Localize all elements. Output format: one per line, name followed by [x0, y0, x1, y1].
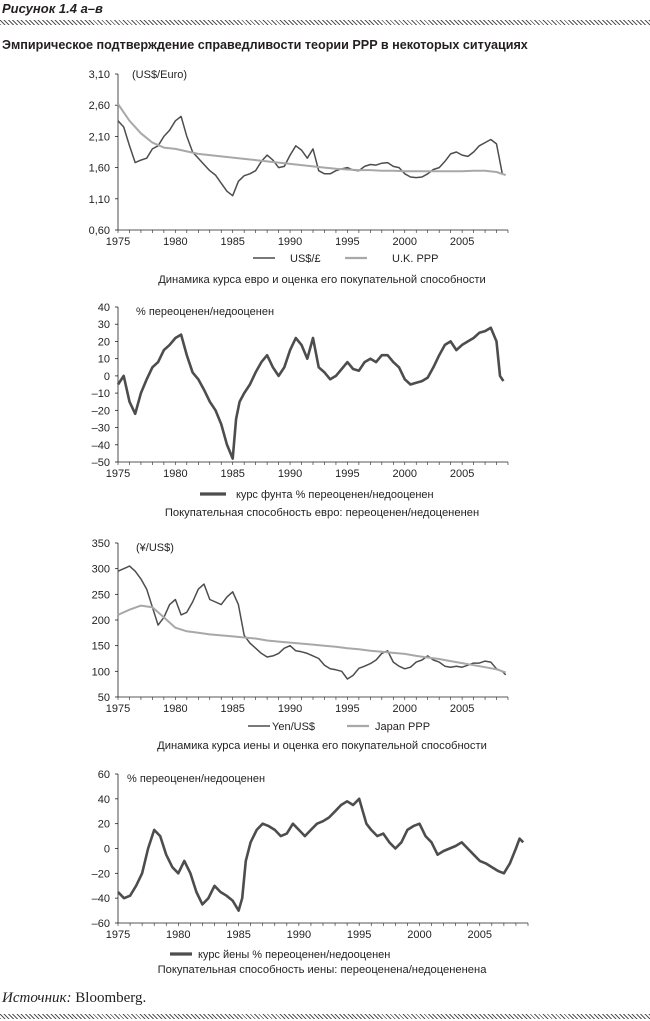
- x-tick-label: 1985: [226, 929, 251, 941]
- x-tick-label: 1990: [277, 236, 303, 248]
- y-tick-label: 250: [91, 589, 110, 602]
- series-line-1: [118, 328, 503, 459]
- y-tick-label: –30: [91, 422, 110, 435]
- x-tick-label: 1980: [163, 236, 188, 248]
- series-line-2: [118, 104, 506, 175]
- y-tick-label: 0: [103, 370, 110, 383]
- x-tick-label: 2000: [392, 236, 418, 248]
- x-tick-label: 2005: [449, 468, 475, 480]
- legend-label-1: курс йены % переоценен/недооценен: [198, 949, 391, 961]
- y-tick-label: –20: [91, 405, 110, 418]
- series-line-2: [118, 606, 506, 673]
- chart-1: [89, 69, 508, 286]
- y-tick-label: –20: [91, 868, 110, 881]
- source-label: Источник:: [2, 990, 72, 1006]
- y-tick-label: 2,10: [88, 131, 110, 144]
- chart-4: [92, 769, 528, 976]
- y-tick-label: 2,60: [88, 100, 110, 113]
- y-tick-label: 0,60: [88, 225, 110, 237]
- y-tick-label: 60: [97, 769, 110, 781]
- chart-caption: Динамика курса иены и оценка его покупательной способности: [157, 740, 487, 752]
- x-tick-label: 1985: [220, 703, 245, 715]
- y-tick-label: –10: [91, 388, 110, 401]
- x-tick-label: 1995: [346, 929, 372, 941]
- source-value: Bloomberg.: [75, 990, 147, 1006]
- x-tick-label: 1995: [335, 703, 360, 715]
- y-tick-label: 40: [97, 302, 110, 314]
- x-tick-label: 2000: [392, 468, 418, 480]
- y-tick-label: –50: [91, 457, 110, 469]
- x-tick-label: 2005: [449, 703, 475, 715]
- y-tick-label: 350: [91, 538, 110, 550]
- x-tick-label: 1990: [277, 468, 303, 480]
- y-tick-label: 20: [97, 818, 110, 831]
- chart-2: [92, 302, 508, 519]
- x-tick-label: 2005: [467, 929, 493, 941]
- unit-label: (US$/Euro): [132, 69, 188, 81]
- x-tick-label: 1975: [105, 468, 131, 480]
- unit-label: % переоценен/недооценен: [136, 306, 275, 318]
- y-tick-label: 200: [91, 615, 110, 627]
- x-tick-label: 2000: [407, 929, 432, 941]
- y-tick-label: 1,10: [88, 193, 110, 206]
- x-tick-label: 1985: [220, 468, 245, 480]
- chart-3: [92, 538, 508, 752]
- x-tick-label: 1990: [277, 703, 303, 715]
- series-line-1: [118, 799, 523, 911]
- x-tick-label: 1985: [220, 236, 245, 248]
- x-tick-label: 2005: [449, 236, 475, 248]
- y-tick-label: 30: [97, 319, 110, 332]
- x-tick-label: 1980: [163, 468, 188, 480]
- legend-label-2: U.K. PPP: [392, 253, 439, 265]
- legend-label-2: Japan PPP: [375, 721, 431, 733]
- y-tick-label: 50: [97, 692, 110, 704]
- x-tick-label: 1990: [286, 929, 312, 941]
- unit-label: (¥/US$): [136, 542, 174, 554]
- y-tick-label: 3,10: [88, 69, 110, 81]
- legend-label-1: курс фунта % переоценен/недооценен: [236, 489, 434, 501]
- figure-title: Эмпирическое подтверждение справедливости теории PPP в некоторых ситуациях: [2, 38, 528, 52]
- x-tick-label: 1980: [166, 929, 191, 941]
- chart-caption: Динамика курса евро и оценка его покупательной способности: [158, 274, 486, 286]
- y-tick-label: 40: [97, 793, 110, 806]
- x-tick-label: 1995: [335, 236, 360, 248]
- x-tick-label: 2000: [392, 703, 418, 715]
- y-tick-label: 10: [97, 353, 110, 366]
- series-line-1: [118, 566, 506, 679]
- figure-label: Рисунок 1.4 а–в: [2, 1, 103, 16]
- x-tick-label: 1995: [335, 468, 360, 480]
- chart-caption: Покупательная способность иены: переоценена/недоцененена: [157, 964, 487, 976]
- y-tick-label: –40: [91, 439, 110, 452]
- x-tick-label: 1980: [163, 703, 188, 715]
- unit-label: % переоценен/недооценен: [127, 773, 266, 785]
- x-tick-label: 1975: [105, 929, 131, 941]
- legend-label-1: Yen/US$: [272, 721, 316, 733]
- y-tick-label: 150: [91, 640, 110, 653]
- y-tick-label: 0: [103, 843, 110, 856]
- x-tick-label: 1975: [105, 703, 131, 715]
- source-line: [2, 990, 146, 1007]
- chart-caption: Покупательная способность евро: переоценен/недоцененен: [164, 507, 480, 519]
- x-tick-label: 1975: [105, 236, 131, 248]
- y-tick-label: –40: [91, 893, 110, 906]
- y-tick-label: –60: [91, 918, 110, 930]
- y-tick-label: 300: [91, 563, 110, 576]
- y-tick-label: 1,60: [88, 162, 110, 175]
- y-tick-label: 20: [97, 336, 110, 349]
- series-line-1: [118, 116, 502, 195]
- y-tick-label: 100: [91, 666, 110, 679]
- legend-label-1: US$/£: [290, 253, 321, 265]
